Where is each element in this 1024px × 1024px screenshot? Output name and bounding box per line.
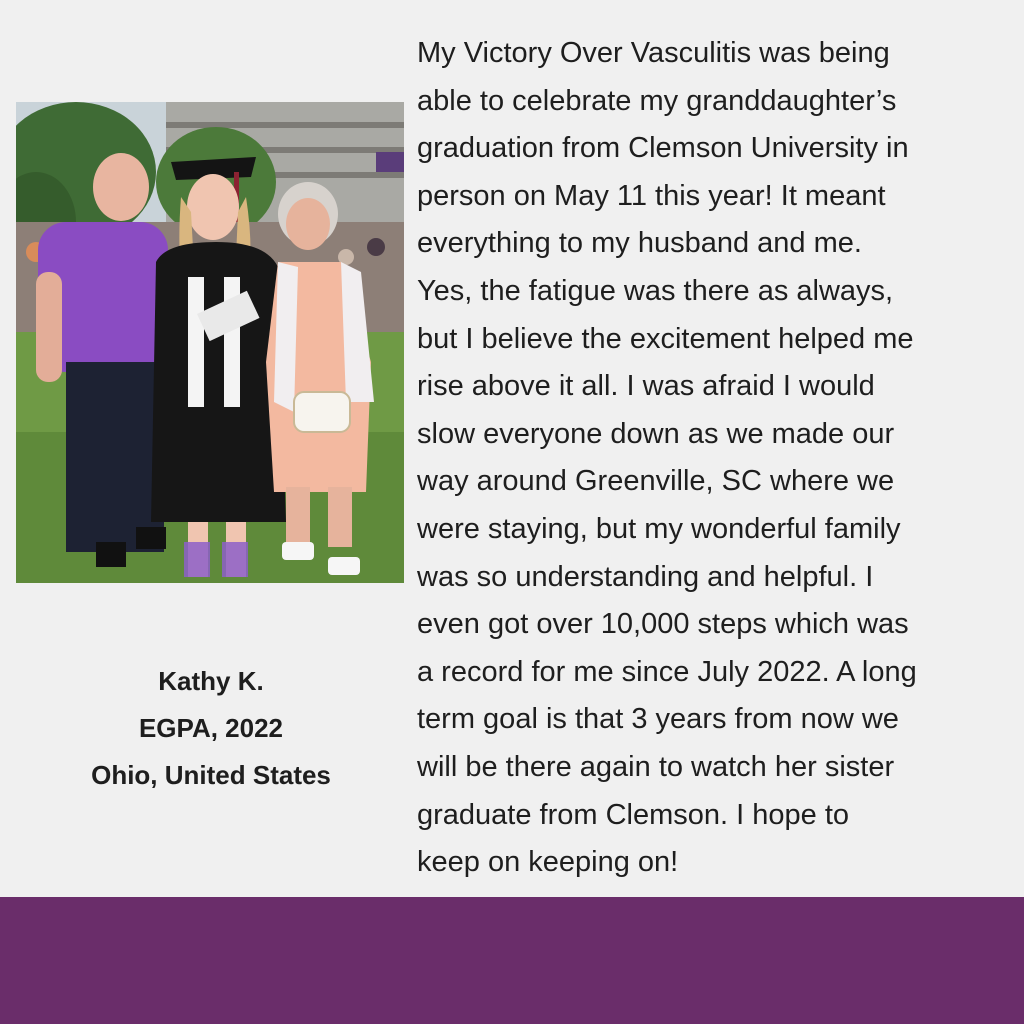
graduation-photo — [16, 102, 404, 583]
story-line: slow everyone down as we made our — [417, 417, 895, 450]
story-line: even got over 10,000 steps which was — [417, 608, 909, 641]
story-line: Yes, the fatigue was there as always, — [417, 274, 894, 307]
story-line: was so understanding and helpful. I — [417, 560, 874, 593]
footer-band — [0, 897, 1024, 1024]
story-line: a record for me since July 2022. A long — [417, 655, 917, 688]
author-name: Kathy K. — [158, 666, 264, 696]
author-location: Ohio, United States — [91, 760, 331, 790]
graduation-photo-illustration — [16, 102, 404, 583]
author-diagnosis: EGPA, 2022 — [138, 713, 284, 743]
story-line: My Victory Over Vasculitis was being — [417, 37, 890, 69]
author-caption — [40, 658, 382, 799]
story-line: graduation from Clemson University in — [417, 132, 909, 165]
story-line: way around Greenville, SC where we — [417, 465, 895, 498]
story-line: keep on keeping on! — [417, 846, 679, 879]
story-line: will be there again to watch her sister — [417, 750, 895, 783]
story-line: but I believe the excitement helped me — [417, 322, 914, 355]
story-line: graduate from Clemson. I hope to — [417, 798, 850, 831]
story-line: person on May 11 this year! It meant — [417, 179, 886, 212]
story-line: were staying, but my wonderful family — [417, 512, 901, 545]
story-text — [417, 30, 1017, 887]
story-line: able to celebrate my granddaughter’s — [417, 84, 897, 117]
story-line: rise above it all. I was afraid I would — [417, 370, 875, 403]
story-line: term goal is that 3 years from now we — [417, 703, 899, 736]
story-line: everything to my husband and me. — [417, 227, 862, 260]
